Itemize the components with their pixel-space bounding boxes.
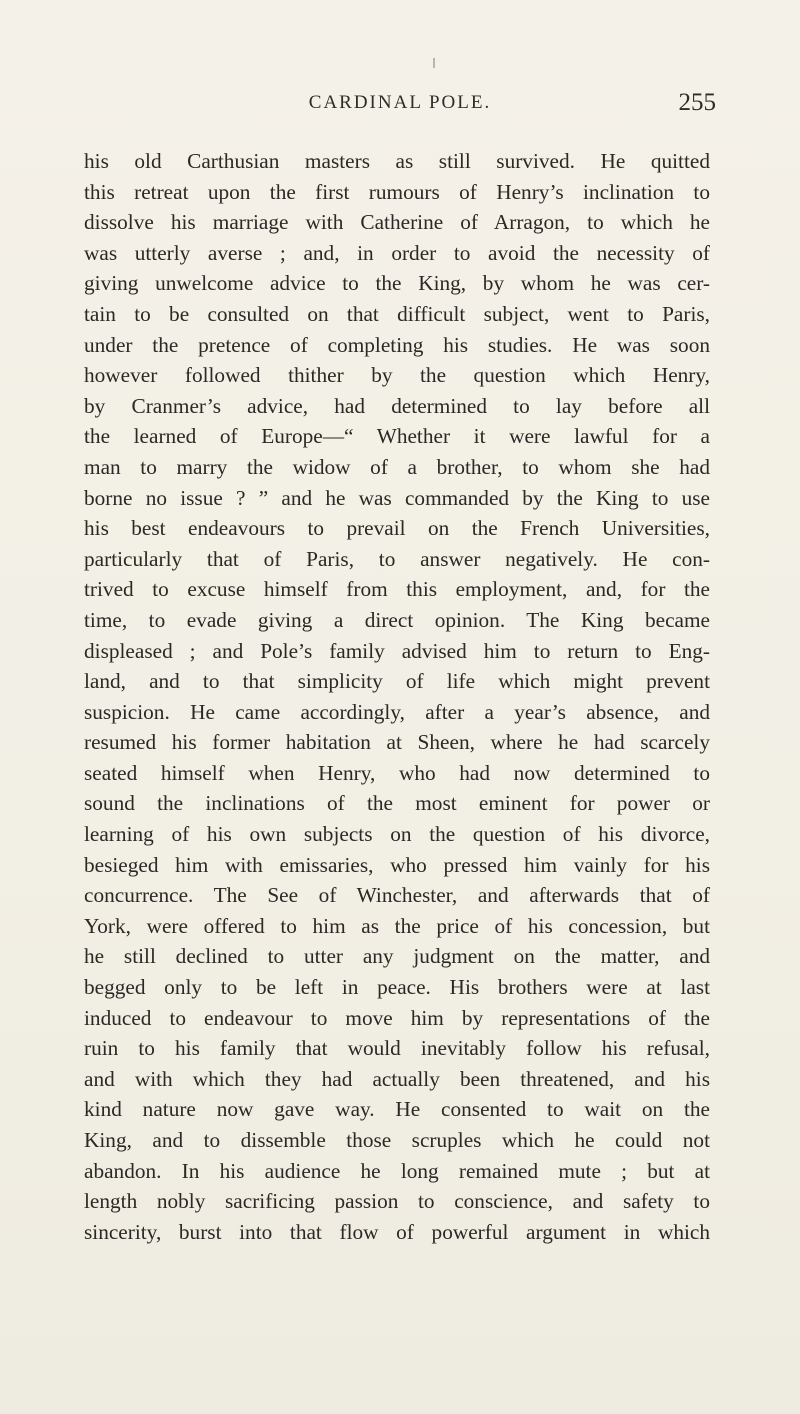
text-line: giving unwelcome advice to the King, by whom he was cer- <box>84 271 710 296</box>
text-line: by Cranmer’s advice, had determined to lay before all <box>84 393 710 418</box>
text-line: trived to excuse himself from this employment, and, for the <box>84 577 710 602</box>
text-line: length nobly sacrificing passion to conscience, and safety to <box>84 1189 710 1214</box>
text-line: King, and to dissemble those scruples which he could not <box>84 1128 710 1152</box>
text-line: under the pretence of completing his studies. He was soon <box>84 332 710 357</box>
running-head: CARDINAL POLE. <box>308 92 492 113</box>
text-line: suspicion. He came accordingly, after a year’s absence, and <box>84 699 710 724</box>
page-header <box>0 89 800 122</box>
text-line: resumed his former habitation at Sheen, where he had scarcely <box>84 730 710 755</box>
text-line: dissolve his marriage with Catherine of Arragon, to which he <box>84 210 710 235</box>
text-line: besieged him with emissaries, who pressed him vainly for his <box>84 852 710 877</box>
text-line: and with which they had actually been threatened, and his <box>84 1066 710 1091</box>
text-line: kind nature now gave way. He consented to wait on the <box>84 1097 710 1122</box>
text-line: the learned of Europe—“ Whether it were lawful for a <box>84 424 710 449</box>
text-line: sincerity, burst into that flow of powerful argument in which <box>84 1219 710 1244</box>
text-line: displeased ; and Pole’s family advised him to return to Eng- <box>84 638 710 663</box>
text-line: borne no issue ? ” and he was commanded by the King to use <box>84 485 710 510</box>
text-line: York, were offered to him as the price of his concession, but <box>84 913 710 938</box>
page-mark <box>433 58 435 68</box>
text-line: seated himself when Henry, who had now determined to <box>84 760 710 785</box>
text-line: this retreat upon the first rumours of Henry’s inclination to <box>84 179 710 204</box>
text-line: his best endeavours to prevail on the French Universities, <box>84 516 710 541</box>
page-number: 255 <box>678 89 716 116</box>
text-line: particularly that of Paris, to answer negatively. He con- <box>84 546 710 571</box>
text-line: ruin to his family that would inevitably follow his refusal, <box>84 1036 710 1061</box>
text-line: his old Carthusian masters as still survived. He quitted <box>84 149 710 173</box>
text-line: learning of his own subjects on the question of his divorce, <box>84 822 710 847</box>
text-line: induced to endeavour to move him by representations of the <box>84 1005 710 1030</box>
text-line: was utterly averse ; and, in order to avoid the necessity of <box>84 240 710 265</box>
text-line: man to marry the widow of a brother, to whom she had <box>84 454 710 479</box>
text-line: abandon. In his audience he long remained mute ; but at <box>84 1158 710 1183</box>
text-line: sound the inclinations of the most eminent for power or <box>84 791 710 816</box>
text-line: however followed thither by the question which Henry, <box>84 363 710 388</box>
text-line: he still declined to utter any judgment on the matter, and <box>84 944 710 969</box>
text-line: land, and to that simplicity of life which might prevent <box>84 669 710 694</box>
body-text <box>84 146 710 1247</box>
text-line: begged only to be left in peace. His brothers were at last <box>84 975 710 1000</box>
text-line: time, to evade giving a direct opinion. The King became <box>84 607 710 632</box>
text-line: concurrence. The See of Winchester, and afterwards that of <box>84 883 710 908</box>
text-line: tain to be consulted on that difficult subject, went to Paris, <box>84 301 710 326</box>
